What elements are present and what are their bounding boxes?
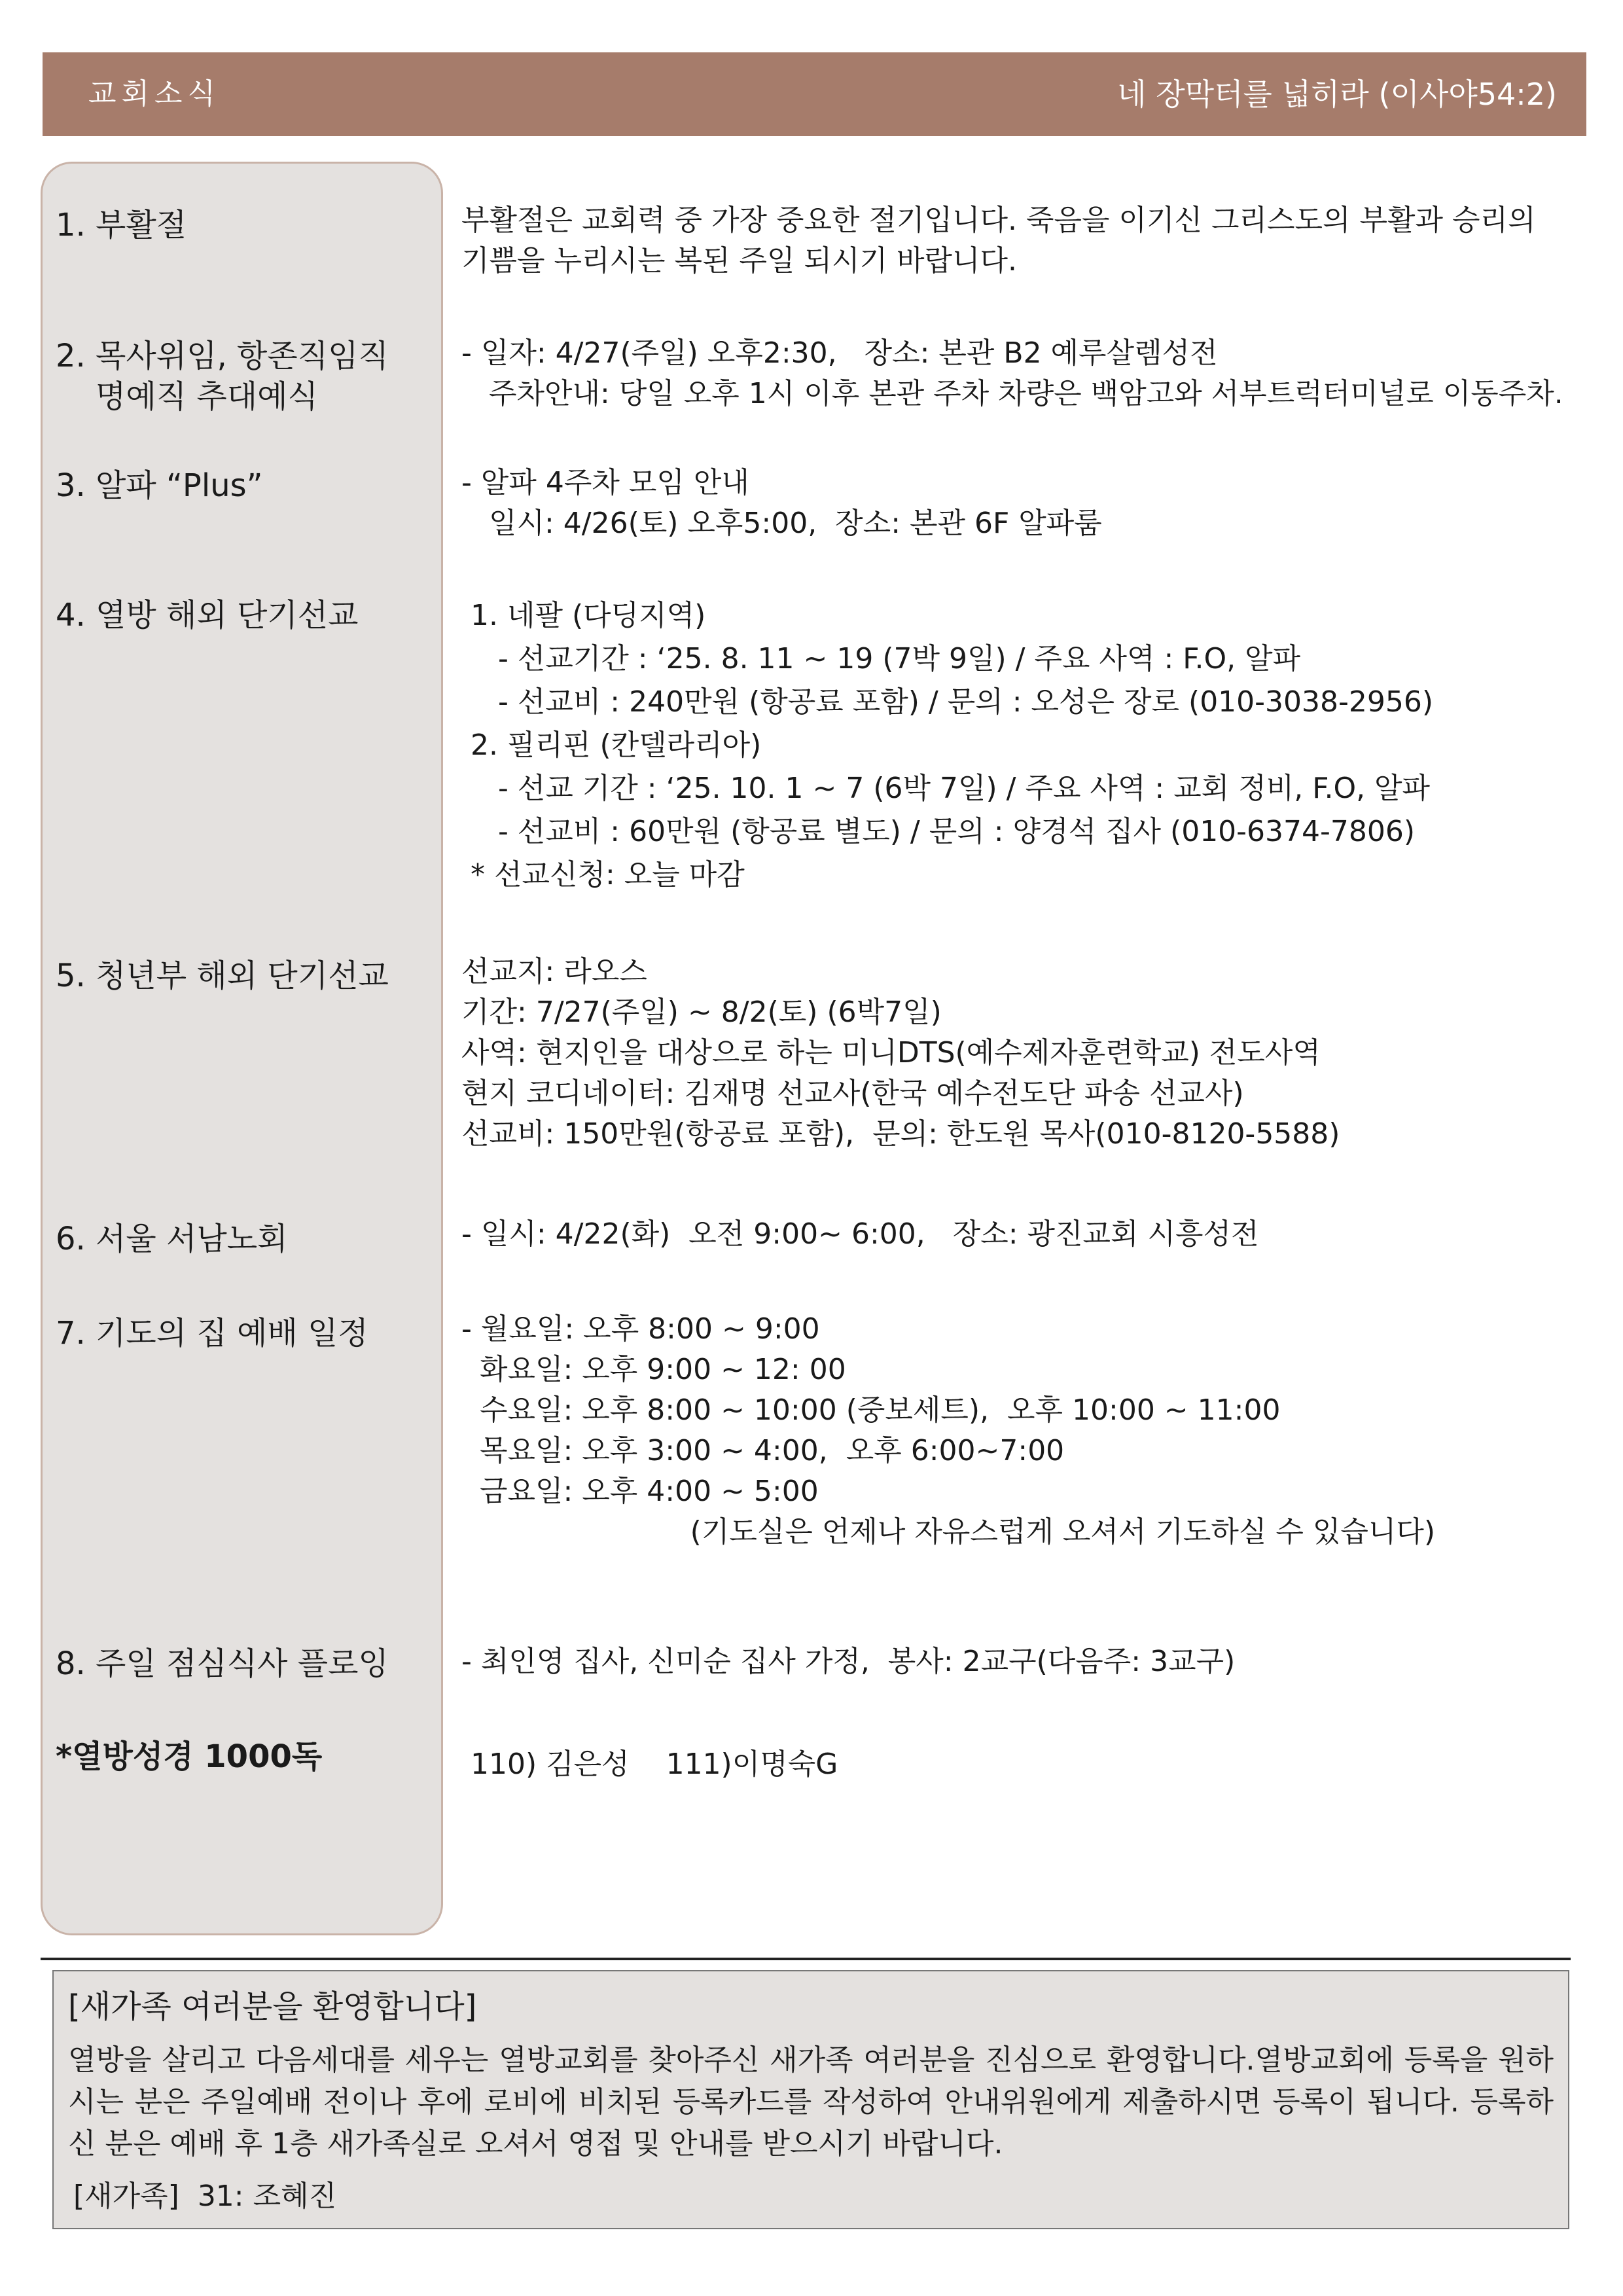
item-label-prayer-house: 7. 기도의 집 예배 일정 (56, 1315, 368, 1352)
item-content-bible-reading: 110) 김은성 111)이명숙G (461, 1748, 838, 1781)
divider (41, 1958, 1571, 1960)
item-content-presbytery: - 일시: 4/22(화) 오전 9:00~ 6:00, 장소: 광진교회 시흥성전 (461, 1217, 1259, 1251)
item-label-overseas-mission: 4. 열방 해외 단기선교 (56, 597, 359, 634)
item-content-easter: 부활절은 교회력 중 가장 중요한 절기입니다. 죽음을 이기신 그리스도의 부활과 승리의 기쁨을 누리시는 복된 주일 되시기 바랍니다. (461, 204, 1536, 278)
item-content-lunch-flowing: - 최인영 집사, 신미순 집사 가정, 봉사: 2교구(다음주: 3교구) (461, 1645, 1236, 1678)
item-label-easter: 1. 부활절 (56, 207, 187, 243)
item-label-bible-reading: *열방성경 1000독 (56, 1738, 323, 1775)
item-content-overseas-mission: 1. 네팔 (다딩지역) - 선교기간 : ‘25. 8. 11 ~ 19 (7박 9일) / 주요 사역 : F.O, 알파 - 선교비 : 240만원 (항공료 포함) / 문의 : 오성은 장로 (010-3038-2956) 2. 필리핀 (칸델라리아) - 선교 기간 : ‘25. 10. 1 ~ 7 (6박 7일) / 주요 사역 : 교회 정비, F.O, 알파 - 선교비 : 60만원 (항공료 별도) / 문의 : 양경석 집사 (010-6374-7806) * 선교신청: 오늘 마감 (470, 599, 1434, 891)
welcome-box (52, 1970, 1569, 2229)
item-content-alpha: - 알파 4주차 모임 안내 일시: 4/26(토) 오후5:00, 장소: 본관 6F 알파룸 (461, 466, 1102, 540)
item-label-alpha: 3. 알파 “Plus” (56, 467, 263, 504)
item-label-lunch-flowing: 8. 주일 점심식사 플로잉 (56, 1645, 389, 1682)
welcome-title: [새가족 여러분을 환영합니다] (68, 1988, 477, 2025)
section-title: 교회소식 (88, 77, 221, 111)
header-verse: 네 장막터를 넓히라 (이사야54:2) (1117, 77, 1557, 112)
item-label-presbytery: 6. 서울 서남노회 (56, 1221, 288, 1257)
item-content-ordination: - 일자: 4/27(주일) 오후2:30, 장소: 본관 B2 예루살렘성전 주차안내: 당일 오후 1시 이후 본관 주차 차량은 백암고와 서부트럭터미널로 이동주차. (461, 336, 1563, 410)
welcome-body: 열방을 살리고 다음세대를 세우는 열방교회를 찾아주신 새가족 여러분을 진심으로 환영합니다.열방교회에 등록을 원하시는 분은 주일예배 전이나 후에 로비에 비치된 등록카드를 작성하여 안내위원에게 제출하시면 등록이 됩니다. 등록하신 분은 예배 후 1층 새가족실로 오셔서 영접 및 안내를 받으시기 바랍니다. (68, 2043, 1554, 2161)
item-content-prayer-house: - 월요일: 오후 8:00 ~ 9:00 화요일: 오후 9:00 ~ 12: 00 수요일: 오후 8:00 ~ 10:00 (중보세트), 오후 10:00 ~ 11:00 목요일: 오후 3:00 ~ 4:00, 오후 6:00~7:00 금요일: 오후 4:00 ~ 5:00 (기도실은 언제나 자유스럽게 오셔서 기도하실 수 있습니다) (461, 1312, 1436, 1549)
page-header (43, 52, 1586, 136)
item-label-ordination: 2. 목사위임, 항존직임직 명예직 추대예식 (56, 338, 389, 415)
new-family-list: [새가족] 31: 조혜진 (73, 2179, 337, 2213)
item-content-youth-mission: 선교지: 라오스 기간: 7/27(주일) ~ 8/2(토) (6박7일) 사역: 현지인을 대상으로 하는 미니DTS(예수제자훈련학교) 전도사역 현지 코디네이터: 김재명 선교사(한국 예수전도단 파송 선교사) 선교비: 150만원(항공료 포함), 문의: 한도원 목사(010-8120-5588) (461, 955, 1340, 1151)
item-label-youth-mission: 5. 청년부 해외 단기선교 (56, 958, 389, 994)
